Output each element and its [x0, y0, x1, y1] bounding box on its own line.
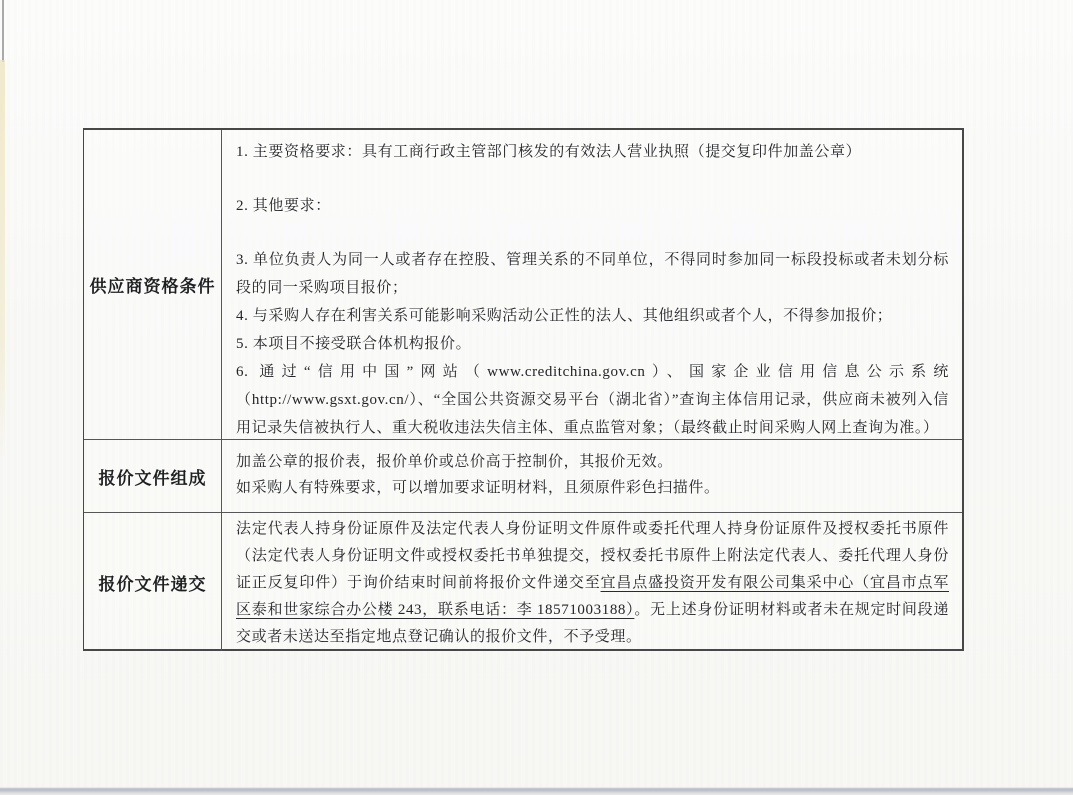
submission-paragraph [236, 516, 949, 651]
qualification-item-5: 5. 本项目不接受联合体机构报价。 [236, 336, 472, 352]
composition-line-2: 如采购人有特殊要求，可以增加要求证明材料，且须原件彩色扫描件。 [236, 480, 720, 496]
row-label-quotation-document-composition: 报价文件组成 [84, 440, 222, 513]
scan-left-edge-line [2, 0, 4, 62]
scan-left-edge-tint [0, 60, 5, 460]
composition-line-1: 加盖公章的报价表，报价单价或总价高于控制价，其报价无效。 [236, 454, 673, 470]
scan-bottom-edge [0, 786, 1073, 795]
quotation-document-composition-content [222, 440, 962, 513]
qualification-item-3: 3. 单位负责人为同一人或者存在控股、管理关系的不同单位，不得同时参加同一标段投标或者未划分标段的同一采购项目报价； [236, 252, 949, 296]
submission-text-lead: 法定代表人持身份证原件及法定代表人身份证明文件原件或委托代理人持身份证原件及授权委托书原件（法定代表人身份证明文件或授权委托书单独提交，授权委托书原件上附法定代表人、委托代理人身份证正反复印件）于询价结束时间前将报价文件递交至 [236, 521, 949, 591]
procurement-conditions-table [83, 128, 964, 651]
row-label-quotation-document-submission: 报价文件递交 [84, 513, 222, 651]
qualification-item-2: 2. 其他要求： [236, 198, 331, 214]
supplier-qualifications-content [222, 130, 962, 440]
submission-address-underlined: 宜昌点盛投资开发有限公司集采中心（宜昌市点军区泰和世家综合办公楼 243，联系电话：李 18571003188） [236, 575, 949, 618]
qualification-item-1: 1. 主要资格要求：具有工商行政主管部门核发的有效法人营业执照（提交复印件加盖公章） [236, 144, 862, 160]
quotation-document-submission-content [222, 513, 962, 651]
row-label-supplier-qualifications: 供应商资格条件 [84, 130, 222, 440]
qualification-item-6: 6. 通过“信用中国”网站（www.creditchina.gov.cn）、国家企业信用信息公示系统（http://www.gsxt.gov.cn/）、“全国公共资源交易平台（湖北省）”查询主体信用记录，供应商未被列入信用记录失信被执行人、重大税收违法失信主体、重点监管对象；（最终截止时间采购人网上查询为准。） [236, 364, 949, 436]
submission-text-tail: 。无上述身份证明材料或者未在规定时间段递交或者未送达至指定地点登记确认的报价文件，不予受理。 [236, 602, 949, 645]
qualification-item-4: 4. 与采购人存在利害关系可能影响采购活动公正性的法人、其他组织或者个人，不得参加报价； [236, 308, 893, 324]
